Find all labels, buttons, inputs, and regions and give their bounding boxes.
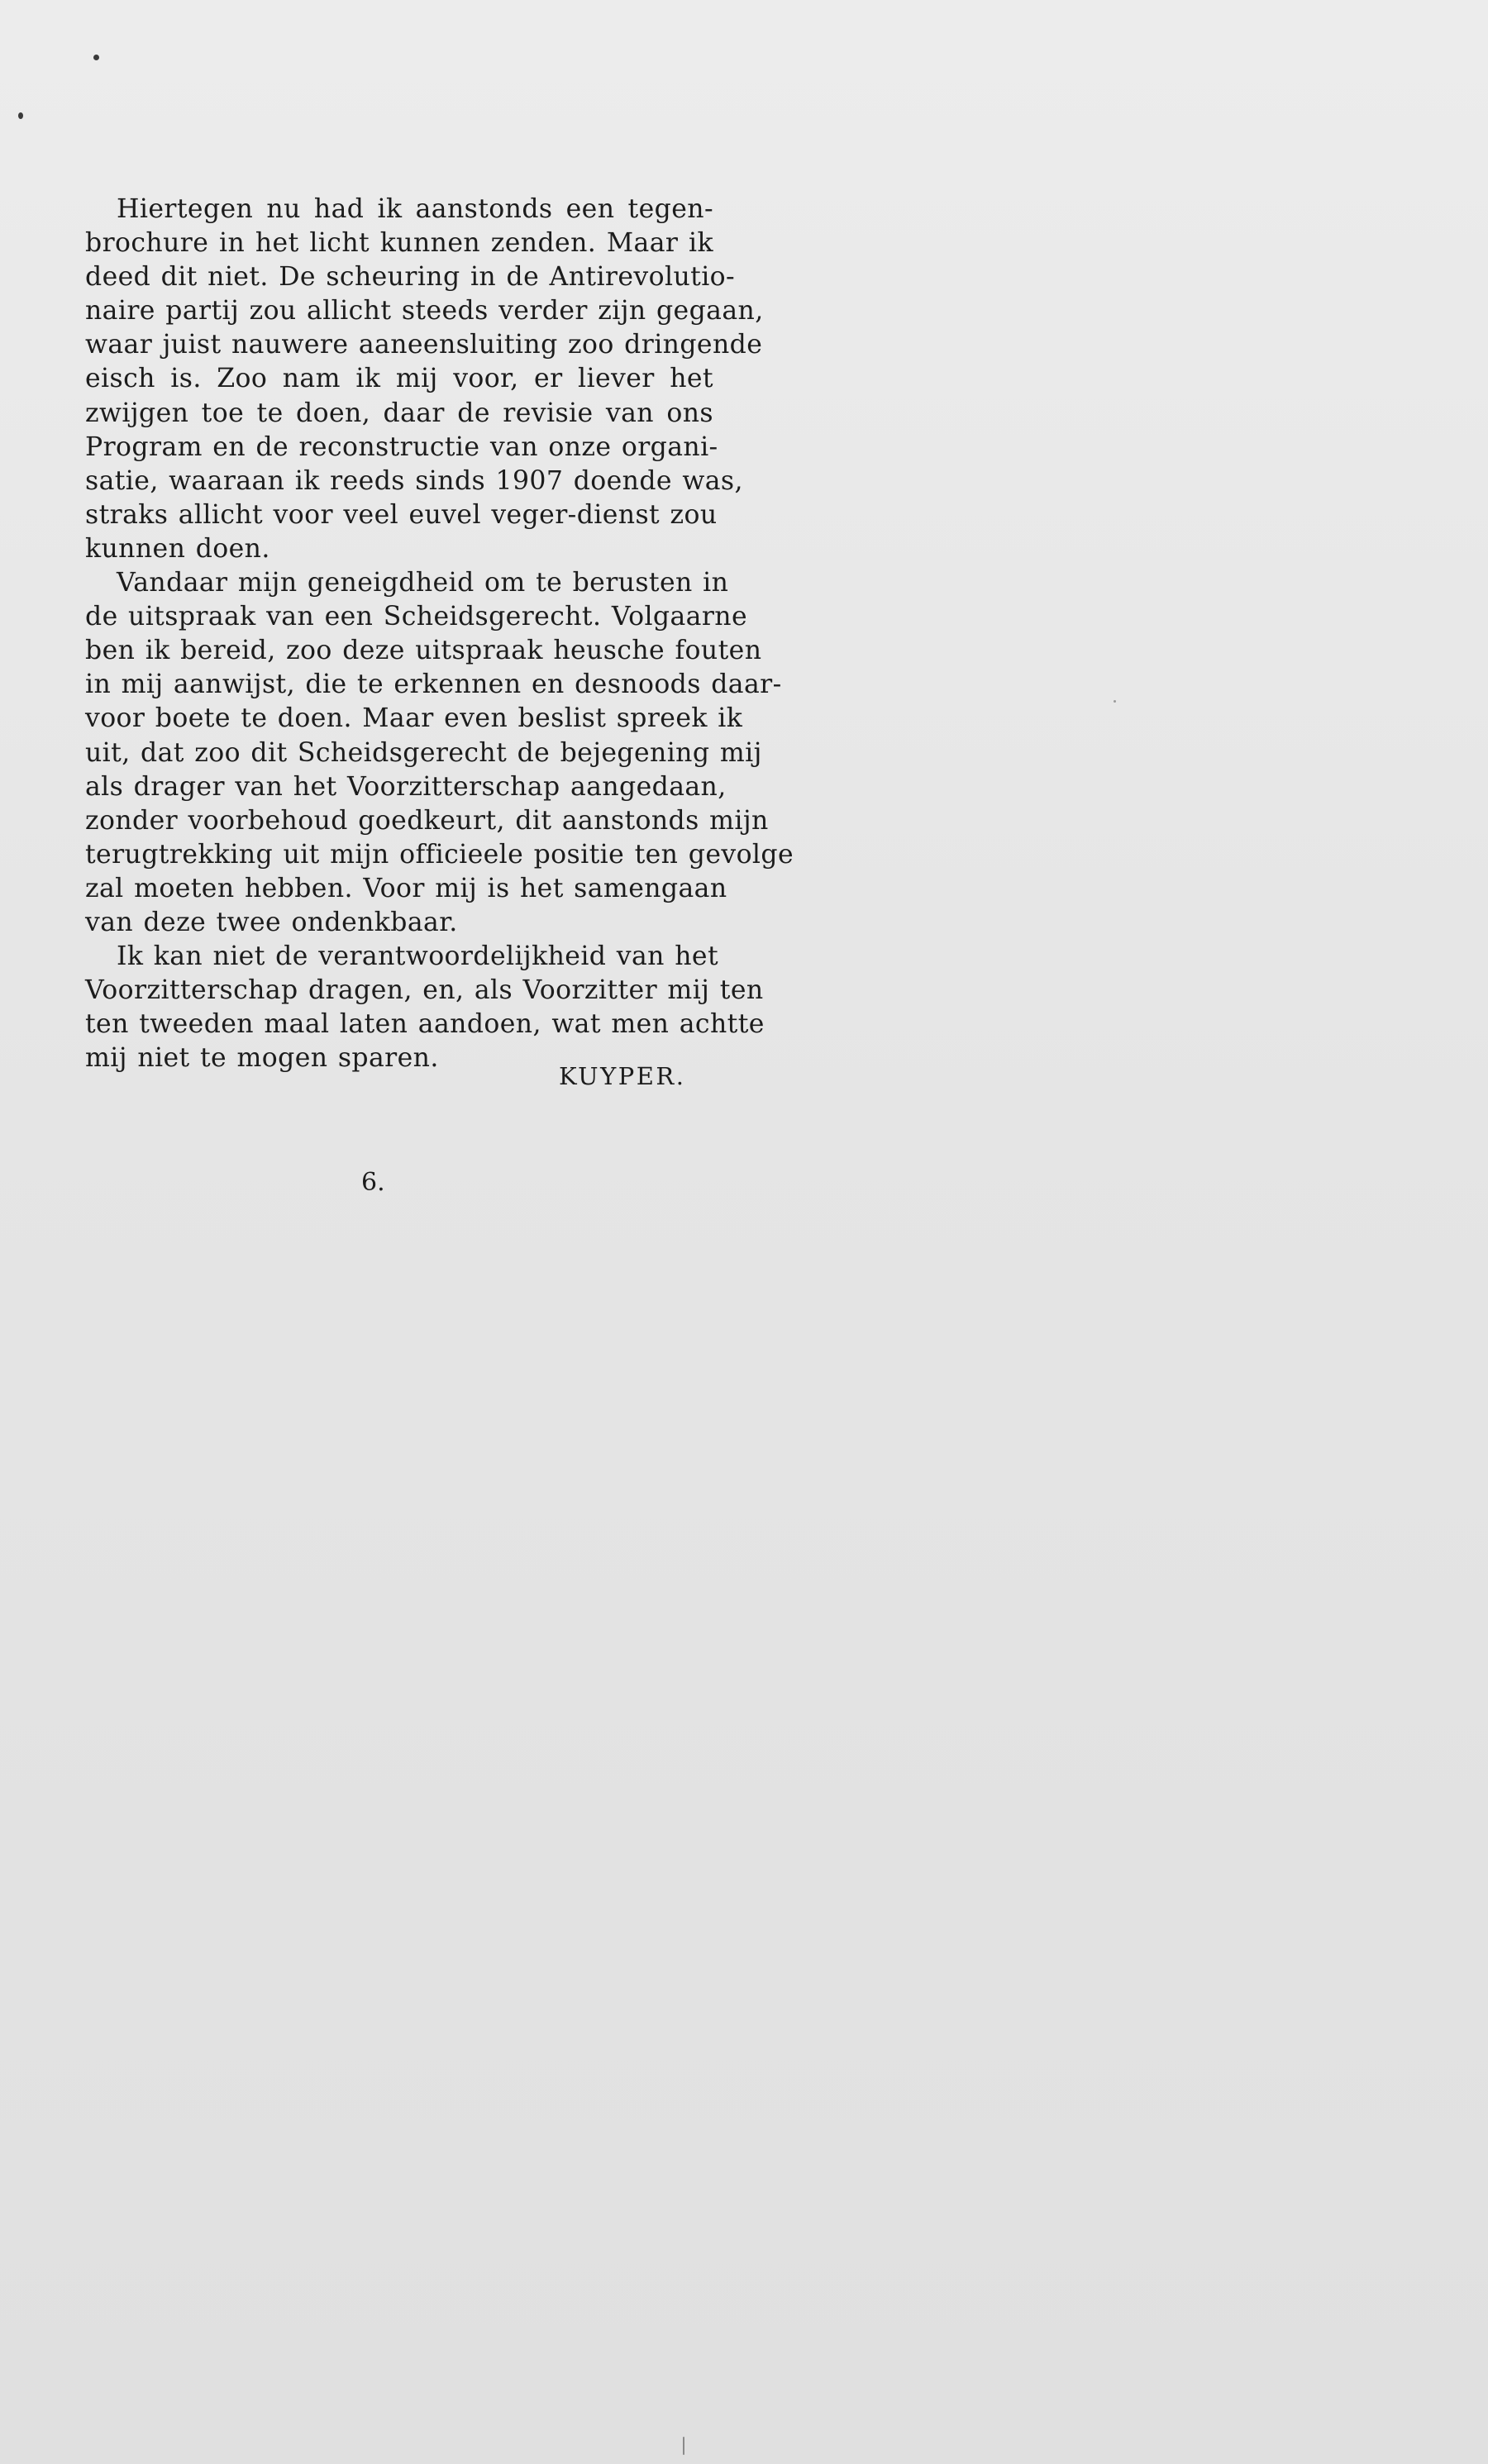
text-line: de uitspraak van een Scheidsgerecht. Volgaarne — [85, 602, 748, 632]
text-line: Hiertegen nu had ik aanstonds een tegen- — [117, 194, 713, 224]
print-speck — [1114, 700, 1116, 703]
signature: KUYPER. — [559, 1062, 686, 1090]
print-speck — [93, 55, 99, 60]
text-line: straks allicht voor veel euvel veger-dienst zou — [85, 499, 718, 530]
text-line: waar juist nauwere aaneensluiting zoo dringende — [85, 330, 763, 360]
page-number: 6. — [361, 1168, 385, 1197]
text-line: terugtrekking uit mijn officieele positie ten gevolge — [85, 839, 794, 870]
text-line: Ik kan niet de verantwoordelijkheid van het — [117, 941, 719, 972]
text-line: brochure in het licht kunnen zenden. Maar ik — [85, 228, 713, 259]
text-line: eisch is. Zoo nam ik mij voor, er liever het — [85, 364, 713, 394]
text-line: ten tweeden maal laten aandoen, wat men achtte — [85, 1009, 765, 1040]
text-column — [85, 193, 794, 1075]
text-line: Program en de reconstructie van onze organi- — [85, 431, 718, 462]
paragraph-1 — [85, 193, 764, 566]
text-line: van deze twee ondenkbaar. — [85, 907, 458, 937]
text-line: mij niet te mogen sparen. — [85, 1043, 439, 1074]
text-line: uit, dat zoo dit Scheidsgerecht de bejegening mij — [85, 737, 762, 768]
text-line: voor boete te doen. Maar even beslist spreek ik — [85, 703, 743, 734]
text-line: zal moeten hebben. Voor mij is het samengaan — [85, 873, 727, 903]
paragraph-3 — [85, 940, 765, 1075]
print-speck — [683, 2437, 684, 2455]
text-line: zwijgen toe te doen, daar de revisie van ons — [85, 398, 713, 428]
text-line: als drager van het Voorzitterschap aangedaan, — [85, 771, 727, 802]
text-line: ben ik bereid, zoo deze uitspraak heusche fouten — [85, 636, 762, 666]
text-line: naire partij zou allicht steeds verder zijn gegaan, — [85, 296, 764, 326]
text-line: satie, waaraan ik reeds sinds 1907 doende was, — [85, 465, 743, 496]
text-line: Vandaar mijn geneigdheid om te berusten in — [117, 568, 729, 598]
text-line: zonder voorbehoud goedkeurt, dit aanstonds mijn — [85, 805, 769, 836]
print-speck — [18, 112, 23, 119]
text-line: deed dit niet. De scheuring in de Antirevolutio- — [85, 262, 736, 293]
text-line: Voorzitterschap dragen, en, als Voorzitter mij ten — [85, 975, 764, 1006]
text-line: kunnen doen. — [85, 533, 270, 564]
paragraph-2 — [85, 566, 794, 940]
text-line: in mij aanwijst, die te erkennen en desnoods daar- — [85, 670, 782, 700]
